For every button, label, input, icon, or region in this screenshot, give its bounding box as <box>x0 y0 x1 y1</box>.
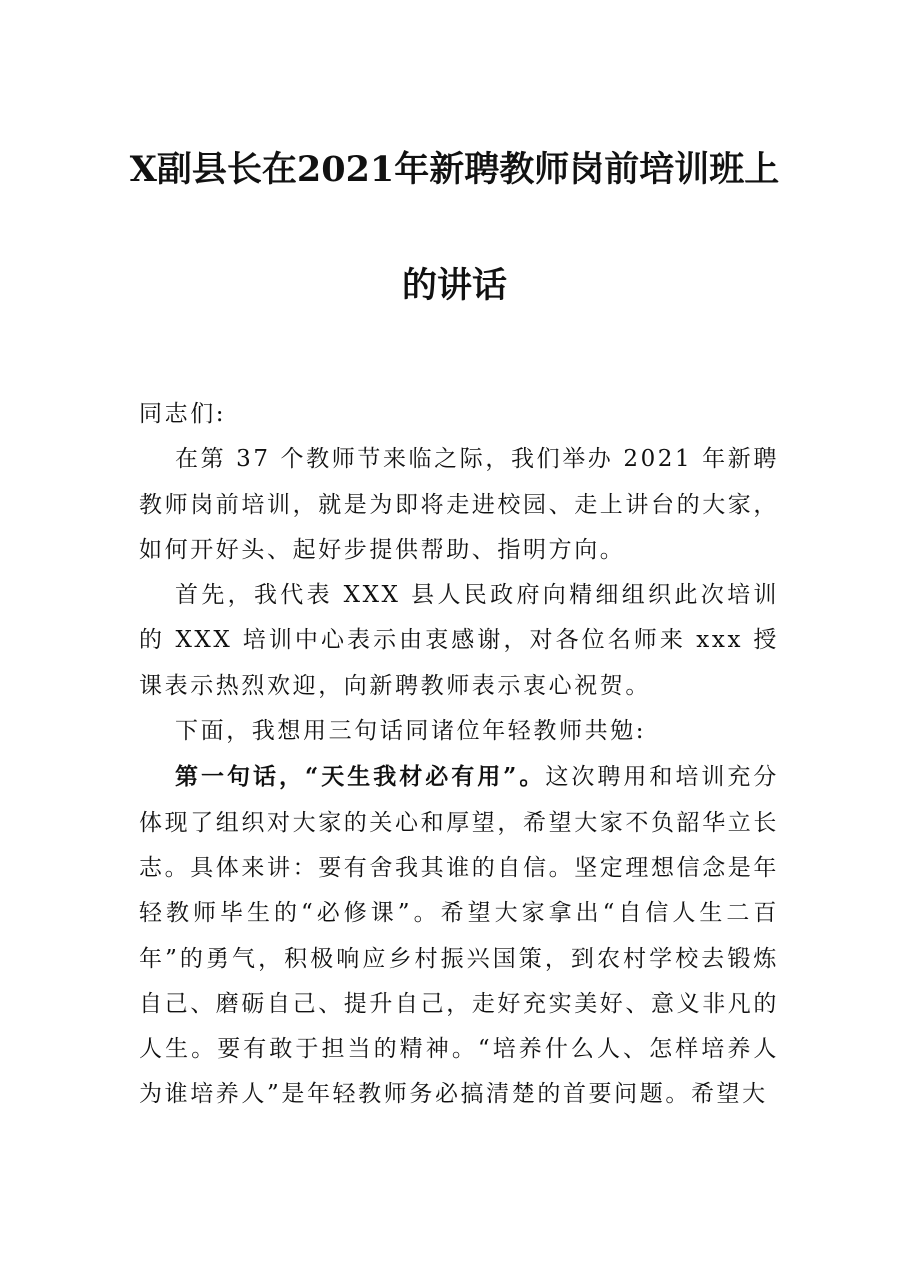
paragraph-text: 这次聘用和培训充分体现了组织对大家的关心和厚望，希望大家不负韶华立长志。具体来讲：要有舍我其谁的自信。坚定理想信念是年轻教师毕生的“必修课”。希望大家拿出“自信人生二百年”的勇气，积极响应乡村振兴国策，到农村学校去锻炼自己、磨砺自己、提升自己，走好充实美好、意义非凡的人生。要有敢于担当的精神。“培养什么人、怎样培养人为谁培养人”是年轻教师务必搞清楚的首要问题。希望大 <box>139 764 779 1108</box>
paragraph-text: 下面，我想用三句话同诸位年轻教师共勉: <box>175 718 647 745</box>
document-title-line-2: 的讲话 <box>401 265 507 306</box>
document-body <box>139 392 779 1118</box>
document-title-line-1: X副县长在2021年新聘教师岗前培训班上 <box>129 149 780 190</box>
paragraph-text: 在第 37 个教师节来临之际，我们举办 2021 年新聘教师岗前培训，就是为即将走进校园、走上讲台的大家，如何开好头、起好步提供帮助、指明方向。 <box>139 446 779 563</box>
paragraph-lead-heading: 第一句话，“天生我材必有用”。 <box>175 763 546 791</box>
paragraph-intro <box>139 709 779 754</box>
paragraph-first-sentence <box>139 754 779 1117</box>
paragraph-text: 首先，我代表 XXX 县人民政府向精细组织此次培训的 XXX 培训中心表示由衷感谢，对各位名师来 xxx 授课表示热烈欢迎，向新聘教师表示衷心祝贺。 <box>139 582 779 699</box>
paragraph-thanks <box>139 573 779 709</box>
salutation: 同志们: <box>139 401 227 427</box>
paragraph-opening <box>139 437 779 573</box>
